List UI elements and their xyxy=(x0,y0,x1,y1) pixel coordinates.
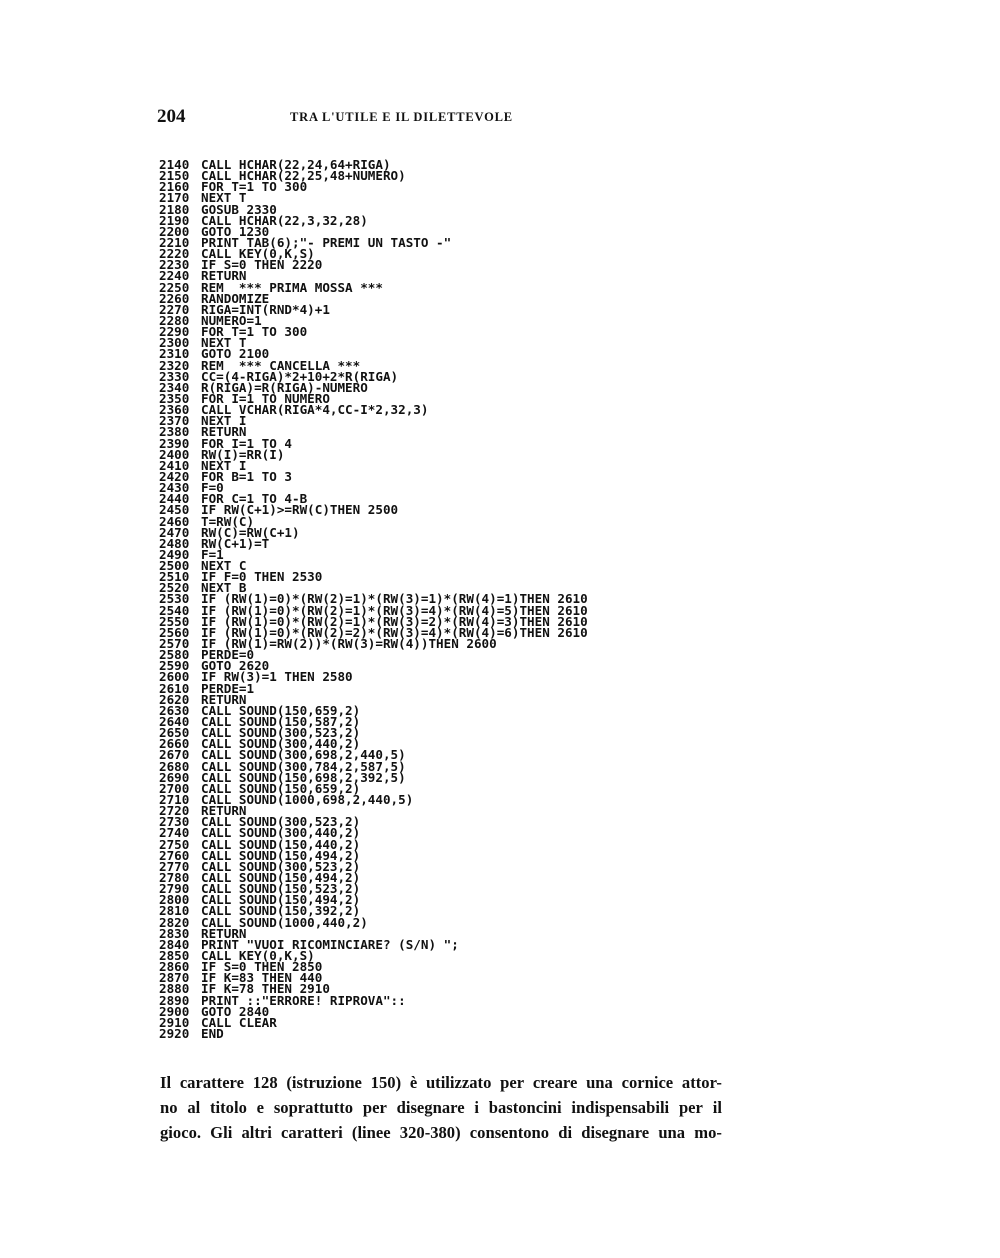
code-statement: IF (RW(1)=RW(2))*(RW(3)=RW(4))THEN 2600 xyxy=(201,636,497,652)
code-statement: RETURN xyxy=(201,424,247,440)
line-number: 2300 xyxy=(159,335,190,351)
line-number: 2510 xyxy=(159,569,190,585)
line-number: 2250 xyxy=(159,279,190,295)
code-statement: GOTO 2100 xyxy=(201,346,270,362)
text-line: no al titolo e soprattutto per disegnare i bastoncini indispensabili per il xyxy=(160,1098,722,1117)
line-number: 2920 xyxy=(159,1025,190,1041)
line-number: 2190 xyxy=(159,212,190,228)
line-number: 2820 xyxy=(159,914,190,930)
line-number: 2680 xyxy=(159,758,190,774)
line-number: 2470 xyxy=(159,524,190,540)
code-statement: CALL HCHAR(22,3,32,28) xyxy=(201,212,368,228)
line-number: 2360 xyxy=(159,402,190,418)
code-statement: CALL KEY(0,K,S) xyxy=(201,246,315,262)
line-number: 2230 xyxy=(159,257,190,273)
line-number: 2690 xyxy=(159,769,190,785)
code-statement: F=1 xyxy=(201,546,224,562)
code-statement: RANDOMIZE xyxy=(201,290,270,306)
code-statement: CALL SOUND(300,523,2) xyxy=(201,814,361,830)
line-number: 2210 xyxy=(159,234,190,250)
code-statement: GOTO 2620 xyxy=(201,658,270,674)
line-number: 2170 xyxy=(159,190,190,206)
code-statement: IF K=78 THEN 2910 xyxy=(201,981,330,997)
code-statement: RETURN xyxy=(201,925,247,941)
code-statement: END xyxy=(201,1025,224,1041)
code-statement: GOTO 1230 xyxy=(201,223,270,239)
code-statement: RETURN xyxy=(201,803,247,819)
line-number: 2770 xyxy=(159,858,190,874)
page-header xyxy=(157,106,717,132)
code-statement: FOR I=1 TO NUMERO xyxy=(201,390,330,406)
line-number: 2660 xyxy=(159,736,190,752)
line-number: 2810 xyxy=(159,903,190,919)
line-number: 2870 xyxy=(159,970,190,986)
code-statement: IF S=0 THEN 2850 xyxy=(201,959,323,975)
code-statement: FOR T=1 TO 300 xyxy=(201,179,308,195)
line-number: 2500 xyxy=(159,558,190,574)
code-statement: CALL CLEAR xyxy=(201,1014,277,1030)
page-number: 204 xyxy=(157,106,186,127)
code-statement: CC=(4-RIGA)*2+10+2*R(RIGA) xyxy=(201,368,399,384)
text-line: gioco. Gli altri caratteri (linee 320-380) consentono di disegnare una mo- xyxy=(160,1123,722,1142)
code-statement: FOR T=1 TO 300 xyxy=(201,324,308,340)
line-number: 2350 xyxy=(159,390,190,406)
line-number: 2310 xyxy=(159,346,190,362)
line-number: 2790 xyxy=(159,881,190,897)
line-number: 2740 xyxy=(159,825,190,841)
code-statement: IF (RW(1)=0)*(RW(2)=1)*(RW(3)=1)*(RW(4)=1)THEN 2610 xyxy=(201,591,588,607)
body-paragraph xyxy=(160,1070,722,1145)
line-number: 2650 xyxy=(159,725,190,741)
line-number: 2620 xyxy=(159,691,190,707)
line-number: 2320 xyxy=(159,357,190,373)
basic-code-listing xyxy=(159,159,719,1039)
code-statement: CALL SOUND(150,698,2,392,5) xyxy=(201,769,406,785)
line-number: 2720 xyxy=(159,803,190,819)
code-statement: T=RW(C) xyxy=(201,513,255,529)
line-number: 2800 xyxy=(159,892,190,908)
line-number: 2590 xyxy=(159,658,190,674)
line-number: 2850 xyxy=(159,947,190,963)
code-statement: REM *** PRIMA MOSSA *** xyxy=(201,279,383,295)
line-number: 2200 xyxy=(159,223,190,239)
code-statement: CALL SOUND(150,659,2) xyxy=(201,702,361,718)
line-number: 2460 xyxy=(159,513,190,529)
code-statement: CALL SOUND(150,494,2) xyxy=(201,892,361,908)
line-number: 2840 xyxy=(159,936,190,952)
line-number: 2890 xyxy=(159,992,190,1008)
code-statement: CALL SOUND(150,587,2) xyxy=(201,714,361,730)
code-statement: IF S=0 THEN 2220 xyxy=(201,257,323,273)
code-statement: RW(I)=RR(I) xyxy=(201,446,285,462)
line-number: 2530 xyxy=(159,591,190,607)
line-number: 2610 xyxy=(159,680,190,696)
line-number: 2380 xyxy=(159,424,190,440)
line-number: 2560 xyxy=(159,624,190,640)
code-statement: IF (RW(1)=0)*(RW(2)=2)*(RW(3)=4)*(RW(4)=6)THEN 2610 xyxy=(201,624,588,640)
code-statement: CALL SOUND(150,659,2) xyxy=(201,780,361,796)
code-statement: CALL SOUND(300,440,2) xyxy=(201,736,361,752)
line-number: 2580 xyxy=(159,647,190,663)
code-line xyxy=(159,535,719,551)
code-statement: PERDE=0 xyxy=(201,647,255,663)
code-statement: REM *** CANCELLA *** xyxy=(201,357,361,373)
line-number: 2760 xyxy=(159,847,190,863)
line-number: 2450 xyxy=(159,502,190,518)
code-statement: CALL SOUND(150,392,2) xyxy=(201,903,361,919)
line-number: 2240 xyxy=(159,268,190,284)
line-number: 2640 xyxy=(159,714,190,730)
code-statement: CALL SOUND(300,523,2) xyxy=(201,858,361,874)
code-statement: CALL VCHAR(RIGA*4,CC-I*2,32,3) xyxy=(201,402,429,418)
line-number: 2270 xyxy=(159,301,190,317)
code-statement: CALL SOUND(150,440,2) xyxy=(201,836,361,852)
line-number: 2880 xyxy=(159,981,190,997)
line-number: 2440 xyxy=(159,491,190,507)
code-statement: CALL SOUND(150,523,2) xyxy=(201,881,361,897)
line-number: 2330 xyxy=(159,368,190,384)
code-statement: NEXT C xyxy=(201,558,247,574)
line-number: 2260 xyxy=(159,290,190,306)
code-statement: CALL SOUND(300,698,2,440,5) xyxy=(201,747,406,763)
code-statement: IF RW(3)=1 THEN 2580 xyxy=(201,669,353,685)
line-number: 2860 xyxy=(159,959,190,975)
code-statement: NEXT T xyxy=(201,335,247,351)
code-statement: IF RW(C+1)>=RW(C)THEN 2500 xyxy=(201,502,399,518)
line-number: 2710 xyxy=(159,792,190,808)
code-statement: RETURN xyxy=(201,691,247,707)
line-number: 2370 xyxy=(159,413,190,429)
line-number: 2180 xyxy=(159,201,190,217)
line-number: 2430 xyxy=(159,480,190,496)
code-statement: CALL SOUND(1000,698,2,440,5) xyxy=(201,792,414,808)
line-number: 2140 xyxy=(159,157,190,172)
line-number: 2520 xyxy=(159,580,190,596)
line-number: 2220 xyxy=(159,246,190,262)
line-number: 2630 xyxy=(159,702,190,718)
line-number: 2400 xyxy=(159,446,190,462)
code-statement: NEXT T xyxy=(201,190,247,206)
code-statement: IF (RW(1)=0)*(RW(2)=1)*(RW(3)=2)*(RW(4)=3)THEN 2610 xyxy=(201,613,588,629)
code-statement: RW(C)=RW(C+1) xyxy=(201,524,300,540)
code-statement: CALL HCHAR(22,24,64+RIGA) xyxy=(201,157,391,172)
code-statement: PRINT "VUOI RICOMINCIARE? (S/N) "; xyxy=(201,936,459,952)
line-number: 2160 xyxy=(159,179,190,195)
code-statement: FOR C=1 TO 4-B xyxy=(201,491,308,507)
code-line xyxy=(159,468,719,484)
code-statement: F=0 xyxy=(201,480,224,496)
code-statement: NEXT I xyxy=(201,457,247,473)
code-statement: NEXT B xyxy=(201,580,247,596)
line-number: 2280 xyxy=(159,312,190,328)
line-number: 2900 xyxy=(159,1003,190,1019)
code-statement: CALL SOUND(150,494,2) xyxy=(201,870,361,885)
line-number: 2750 xyxy=(159,836,190,852)
line-number: 2550 xyxy=(159,613,190,629)
code-statement: CALL KEY(0,K,S) xyxy=(201,947,315,963)
line-number: 2730 xyxy=(159,814,190,830)
code-statement: CALL HCHAR(22,25,48+NUMERO) xyxy=(201,168,406,184)
code-statement: PERDE=1 xyxy=(201,680,255,696)
code-statement: IF K=83 THEN 440 xyxy=(201,970,323,986)
code-statement: RETURN xyxy=(201,268,247,284)
code-statement: R(RIGA)=R(RIGA)-NUMERO xyxy=(201,379,368,395)
code-statement: FOR I=1 TO 4 xyxy=(201,435,292,451)
line-number: 2670 xyxy=(159,747,190,763)
line-number: 2150 xyxy=(159,168,190,184)
code-statement: RW(C+1)=T xyxy=(201,535,270,551)
line-number: 2600 xyxy=(159,669,190,685)
code-statement: CALL SOUND(300,440,2) xyxy=(201,825,361,841)
code-statement: CALL SOUND(1000,440,2) xyxy=(201,914,368,930)
code-statement: NUMERO=1 xyxy=(201,312,262,328)
line-number: 2780 xyxy=(159,870,190,885)
line-number: 2290 xyxy=(159,324,190,340)
code-statement: CALL SOUND(150,494,2) xyxy=(201,847,361,863)
code-statement: CALL SOUND(300,784,2,587,5) xyxy=(201,758,406,774)
line-number: 2490 xyxy=(159,546,190,562)
text-line: Il carattere 128 (istruzione 150) è utilizzato per creare una cornice attor- xyxy=(160,1073,722,1092)
code-line xyxy=(159,1014,719,1030)
running-title: TRA L'UTILE E IL DILETTEVOLE xyxy=(290,110,513,124)
code-statement: IF F=0 THEN 2530 xyxy=(201,569,323,585)
line-number: 2700 xyxy=(159,780,190,796)
code-statement: FOR B=1 TO 3 xyxy=(201,468,292,484)
line-number: 2420 xyxy=(159,468,190,484)
code-statement: GOSUB 2330 xyxy=(201,201,277,217)
code-statement: PRINT TAB(6);"- PREMI UN TASTO -" xyxy=(201,234,452,250)
line-number: 2540 xyxy=(159,602,190,618)
line-number: 2830 xyxy=(159,925,190,941)
code-statement: RIGA=INT(RND*4)+1 xyxy=(201,301,330,317)
line-number: 2570 xyxy=(159,636,190,652)
line-number: 2410 xyxy=(159,457,190,473)
code-statement: IF (RW(1)=0)*(RW(2)=1)*(RW(3)=4)*(RW(4)=5)THEN 2610 xyxy=(201,602,588,618)
line-number: 2340 xyxy=(159,379,190,395)
code-statement: CALL SOUND(300,523,2) xyxy=(201,725,361,741)
code-statement: GOTO 2840 xyxy=(201,1003,270,1019)
code-statement: NEXT I xyxy=(201,413,247,429)
code-statement: PRINT ::"ERRORE! RIPROVA":: xyxy=(201,992,406,1008)
line-number: 2910 xyxy=(159,1014,190,1030)
line-number: 2390 xyxy=(159,435,190,451)
line-number: 2480 xyxy=(159,535,190,551)
